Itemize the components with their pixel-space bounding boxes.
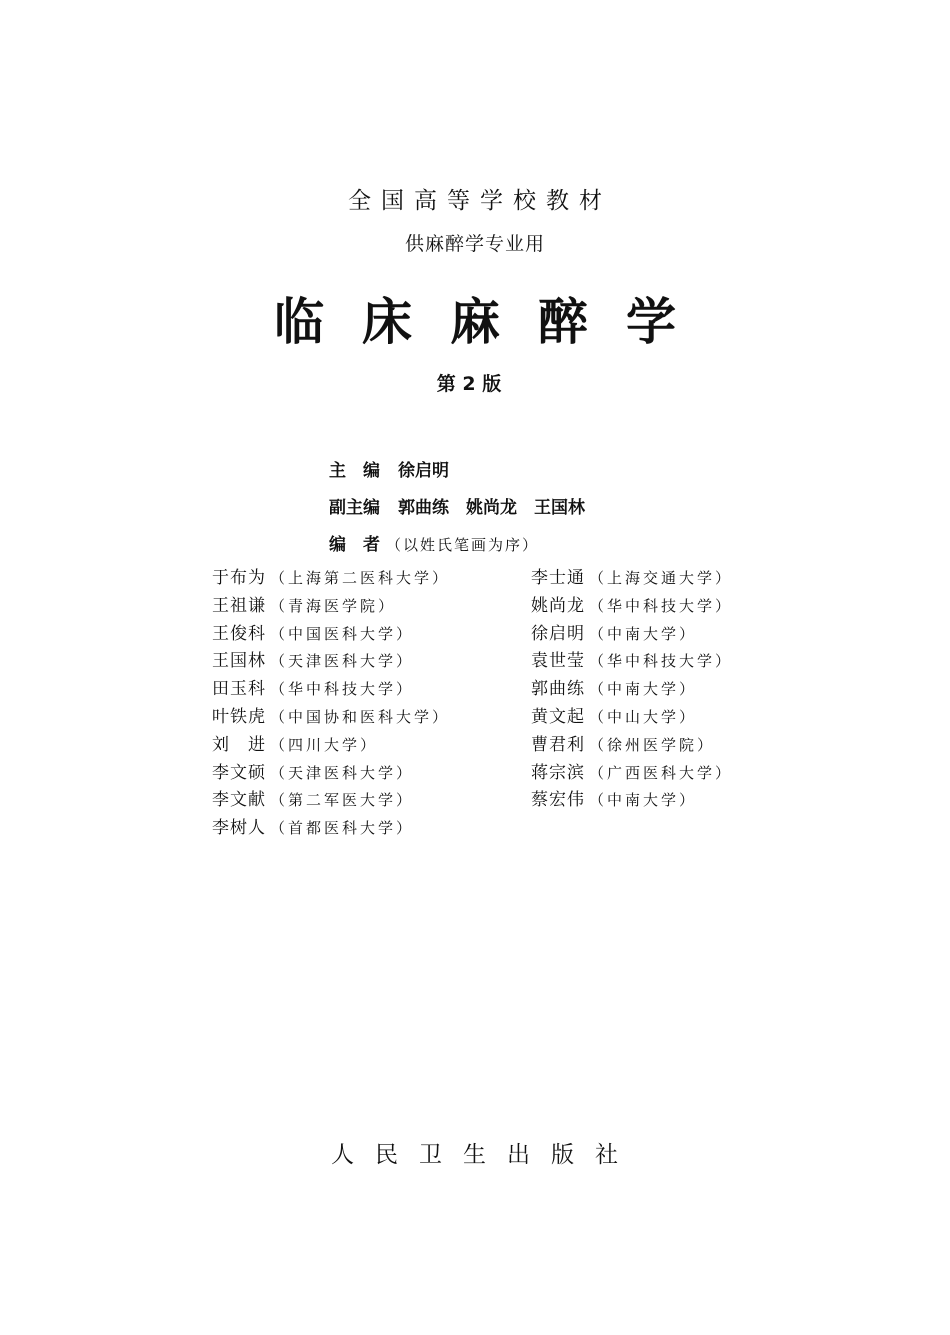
contributor-item xyxy=(212,621,450,649)
usage-subtitle: 供麻醉学专业用 xyxy=(404,233,545,255)
contributor-affiliation: （华中科技大学） xyxy=(270,680,415,699)
contributor-name: 徐启明 xyxy=(531,623,585,644)
contributor-item xyxy=(212,676,450,704)
contributor-item xyxy=(531,648,733,676)
contributor-affiliation: （华中科技大学） xyxy=(589,596,734,615)
chief-editor-names: 徐启明 xyxy=(398,461,449,481)
contributor-item xyxy=(531,565,733,593)
contributor-name: 袁世莹 xyxy=(531,651,585,672)
contributor-affiliation: （广西医科大学） xyxy=(589,763,734,782)
contributor-affiliation: （首都医科大学） xyxy=(270,819,415,838)
contributor-affiliation: （四川大学） xyxy=(270,735,379,754)
contributor-name: 王祖谦 xyxy=(212,595,266,616)
deputy-editor-names: 郭曲练 姚尚龙 王国林 xyxy=(398,498,585,518)
contributor-name: 刘 进 xyxy=(212,734,266,755)
contributor-name: 李树人 xyxy=(212,818,266,839)
contributor-item xyxy=(531,621,733,649)
contributor-item xyxy=(212,704,450,732)
chief-editor-line xyxy=(329,456,449,481)
contributor-name: 于布为 xyxy=(212,568,266,588)
chief-editor-role: 主 编 xyxy=(329,461,380,481)
contributor-name: 田玉科 xyxy=(212,679,266,700)
contributor-item xyxy=(212,593,450,621)
contributor-affiliation: （徐州医学院） xyxy=(589,735,716,754)
contributor-item xyxy=(212,815,450,843)
contributor-affiliation: （上海第二医科大学） xyxy=(270,569,451,587)
contributor-name: 姚尚龙 xyxy=(531,595,585,616)
contributor-affiliation: （上海交通大学） xyxy=(589,569,734,587)
authors-role: 编 者 xyxy=(329,535,380,555)
contributor-item xyxy=(531,760,733,788)
contributor-item xyxy=(212,732,450,760)
contributor-affiliation: （中南大学） xyxy=(589,791,698,810)
publisher-name: 人民卫生出版社 xyxy=(331,1142,639,1168)
book-title: 临床麻醉学 xyxy=(274,293,714,351)
contributor-name: 郭曲练 xyxy=(531,679,585,700)
contributor-name: 黄文起 xyxy=(531,706,585,727)
contributor-name: 李文硕 xyxy=(212,762,266,783)
contributor-name: 王俊科 xyxy=(212,623,266,644)
contributor-affiliation: （天津医科大学） xyxy=(270,763,415,782)
contributor-item xyxy=(212,565,450,593)
authors-line xyxy=(329,530,539,555)
contributors-left-column xyxy=(212,565,450,843)
contributor-item xyxy=(212,760,450,788)
deputy-editor-role: 副主编 xyxy=(329,498,380,518)
contributor-affiliation: （中南大学） xyxy=(589,624,698,643)
contributor-item xyxy=(531,593,733,621)
contributor-affiliation: （中山大学） xyxy=(589,707,698,726)
edition-label: 第 2 版 xyxy=(436,373,502,395)
contributor-item xyxy=(212,648,450,676)
contributor-affiliation: （中南大学） xyxy=(589,680,698,699)
contributor-item xyxy=(531,787,733,815)
contributor-item xyxy=(212,787,450,815)
contributor-name: 叶铁虎 xyxy=(212,706,266,727)
contributor-name: 李文献 xyxy=(212,790,266,811)
contributor-affiliation: （中国医科大学） xyxy=(270,624,415,643)
contributor-affiliation: （华中科技大学） xyxy=(589,652,734,671)
series-title: 全国高等学校教材 xyxy=(348,188,612,214)
contributor-affiliation: （中国协和医科大学） xyxy=(270,707,451,726)
contributor-name: 曹君利 xyxy=(531,734,585,755)
contributor-item xyxy=(531,732,733,760)
contributor-affiliation: （第二军医大学） xyxy=(270,791,415,810)
authors-ordering-note: （以姓氏笔画为序） xyxy=(386,536,540,554)
contributor-item xyxy=(531,676,733,704)
contributor-item xyxy=(531,704,733,732)
contributor-name: 王国林 xyxy=(212,651,266,672)
contributor-name: 李士通 xyxy=(531,568,585,588)
contributor-affiliation: （天津医科大学） xyxy=(270,652,415,671)
contributor-affiliation: （青海医学院） xyxy=(270,596,397,615)
contributor-name: 蒋宗滨 xyxy=(531,762,585,783)
contributor-name: 蔡宏伟 xyxy=(531,790,585,811)
deputy-editor-line xyxy=(329,493,585,518)
contributors-right-column xyxy=(531,565,733,815)
